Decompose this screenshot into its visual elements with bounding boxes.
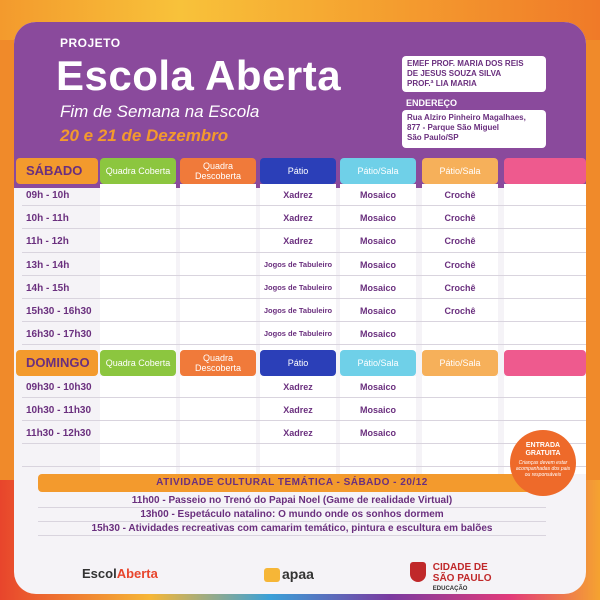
row-divider	[22, 344, 586, 345]
time-slot: 09h30 - 10h30	[26, 382, 92, 393]
address-line: 877 - Parque São Miguel	[407, 123, 500, 132]
time-slot: 15h30 - 16h30	[26, 306, 92, 317]
activity-cell: Crochê	[444, 259, 476, 270]
activity-cell: Crochê	[444, 213, 476, 224]
column-header: Pátio/Sala	[340, 158, 416, 184]
activity-cell: Crochê	[444, 190, 476, 200]
page-title: Escola Aberta	[56, 52, 342, 99]
badge-note: Crianças devem estar acompanhadas dos pais ou responsáveis	[515, 460, 571, 478]
column-header: Quadra Descoberta	[180, 350, 256, 376]
column-header	[504, 350, 586, 376]
row-divider	[22, 321, 586, 322]
logo-text: CIDADE DE	[432, 562, 488, 573]
time-slot: 09h - 10h	[26, 190, 70, 201]
time-slot: 11h - 12h	[26, 236, 69, 248]
row-divider	[22, 252, 586, 253]
activity-cell: Crochê	[444, 282, 476, 293]
address-line: São Paulo/SP	[407, 133, 459, 142]
time-slot: 10h30 - 11h30	[26, 405, 92, 416]
column-header: Pátio/Sala	[422, 350, 498, 376]
school-line: DE JESUS SOUZA SILVA	[407, 69, 502, 78]
row-divider	[22, 205, 586, 206]
time-slot: 13h - 14h	[26, 259, 70, 271]
city-seal-icon	[410, 562, 426, 582]
address-line: Rua Alziro Pinheiro Magalhaes,	[407, 113, 526, 122]
column-header: Pátio/Sala	[340, 350, 416, 376]
activity-cell: Jogos de Tabuleiro	[263, 306, 333, 315]
badge-line: GRATUITA	[525, 450, 561, 457]
activity-cell: Mosaico	[359, 428, 396, 438]
address-label: ENDEREÇO	[406, 98, 458, 108]
logo-text: SÃO PAULO	[432, 573, 492, 584]
badge-line: ENTRADA	[525, 442, 561, 449]
activity-cell: Xadrez	[283, 405, 313, 415]
cultural-item: 13h00 - Espetáculo natalino: O mundo onde os sonhos dormem	[38, 508, 546, 522]
row-divider	[22, 298, 586, 299]
subtitle: Fim de Semana na Escola	[60, 102, 260, 121]
activity-cell: Xadrez	[283, 236, 313, 247]
row-divider	[22, 275, 586, 276]
row-divider	[22, 420, 586, 421]
cultural-title: ATIVIDADE CULTURAL TEMÁTICA - SÁBADO - 20/12	[38, 474, 546, 492]
row-divider	[22, 443, 586, 444]
sao-paulo-logo	[410, 562, 492, 594]
column-header: Quadra Coberta	[100, 158, 176, 184]
cultural-item: 15h30 - Atividades recreativas com camarim temático, pintura e escultura em balões	[38, 522, 546, 536]
column-background	[100, 184, 176, 352]
school-line: EMEF PROF. MARIA DOS REIS	[407, 59, 524, 68]
activity-cell: Mosaico	[359, 405, 396, 415]
column-background	[180, 376, 256, 474]
row-divider	[22, 466, 586, 467]
activity-cell: Jogos de Tabuleiro	[263, 282, 333, 292]
address-box	[402, 110, 546, 148]
projeto-label: PROJETO	[60, 36, 121, 50]
activity-cell: Mosaico	[359, 282, 396, 293]
poster-card	[14, 22, 586, 594]
row-divider	[22, 228, 586, 229]
free-entry-badge	[510, 430, 576, 496]
activity-cell: Jogos de Tabuleiro	[263, 259, 333, 269]
row-divider	[22, 397, 586, 398]
time-slot: 14h - 15h	[26, 282, 70, 294]
activity-cell: Crochê	[444, 236, 476, 247]
apaa-mark-icon	[264, 568, 280, 582]
day-label: SÁBADO	[16, 158, 98, 184]
activity-cell: Mosaico	[359, 329, 396, 340]
column-header: Pátio	[260, 350, 336, 376]
activity-cell: Xadrez	[283, 428, 313, 438]
day-label: DOMINGO	[16, 350, 98, 376]
column-header	[504, 158, 586, 184]
logo-text: Aberta	[116, 566, 158, 581]
column-header: Quadra Descoberta	[180, 158, 256, 184]
time-slot: 16h30 - 17h30	[26, 329, 92, 341]
logo-text: apaa	[282, 566, 314, 582]
activity-cell: Mosaico	[359, 213, 396, 224]
activity-cell: Mosaico	[359, 306, 396, 316]
event-dates: 20 e 21 de Dezembro	[60, 126, 229, 145]
column-background	[504, 184, 586, 352]
activity-cell: Mosaico	[359, 236, 396, 247]
column-header: Quadra Coberta	[100, 350, 176, 376]
activity-cell: Mosaico	[359, 382, 396, 392]
column-background	[100, 376, 176, 474]
activity-cell: Mosaico	[359, 259, 396, 270]
logo-text: Escol	[82, 566, 117, 581]
escola-aberta-logo	[82, 566, 158, 581]
activity-cell: Xadrez	[283, 382, 313, 392]
cultural-item: 11h00 - Passeio no Trenó do Papai Noel (Game de realidade Virtual)	[38, 494, 546, 508]
school-line: PROF.ª LIA MARIA	[407, 79, 477, 88]
column-background	[422, 376, 498, 474]
activity-cell: Xadrez	[283, 213, 313, 224]
activity-cell: Crochê	[444, 306, 476, 316]
column-background	[180, 184, 256, 352]
cultural-list	[38, 494, 546, 536]
time-slot: 10h - 11h	[26, 213, 69, 225]
school-name-box	[402, 56, 546, 92]
column-header: Pátio/Sala	[422, 158, 498, 184]
apaa-logo	[264, 566, 314, 582]
activity-cell: Xadrez	[283, 190, 313, 200]
column-header: Pátio	[260, 158, 336, 184]
logo-text: EDUCAÇÃO	[432, 586, 468, 592]
activity-cell: Jogos de Tabuleiro	[263, 329, 333, 339]
activity-cell: Mosaico	[359, 190, 396, 200]
footer-logos	[14, 558, 586, 594]
time-slot: 11h30 - 12h30	[26, 428, 92, 439]
